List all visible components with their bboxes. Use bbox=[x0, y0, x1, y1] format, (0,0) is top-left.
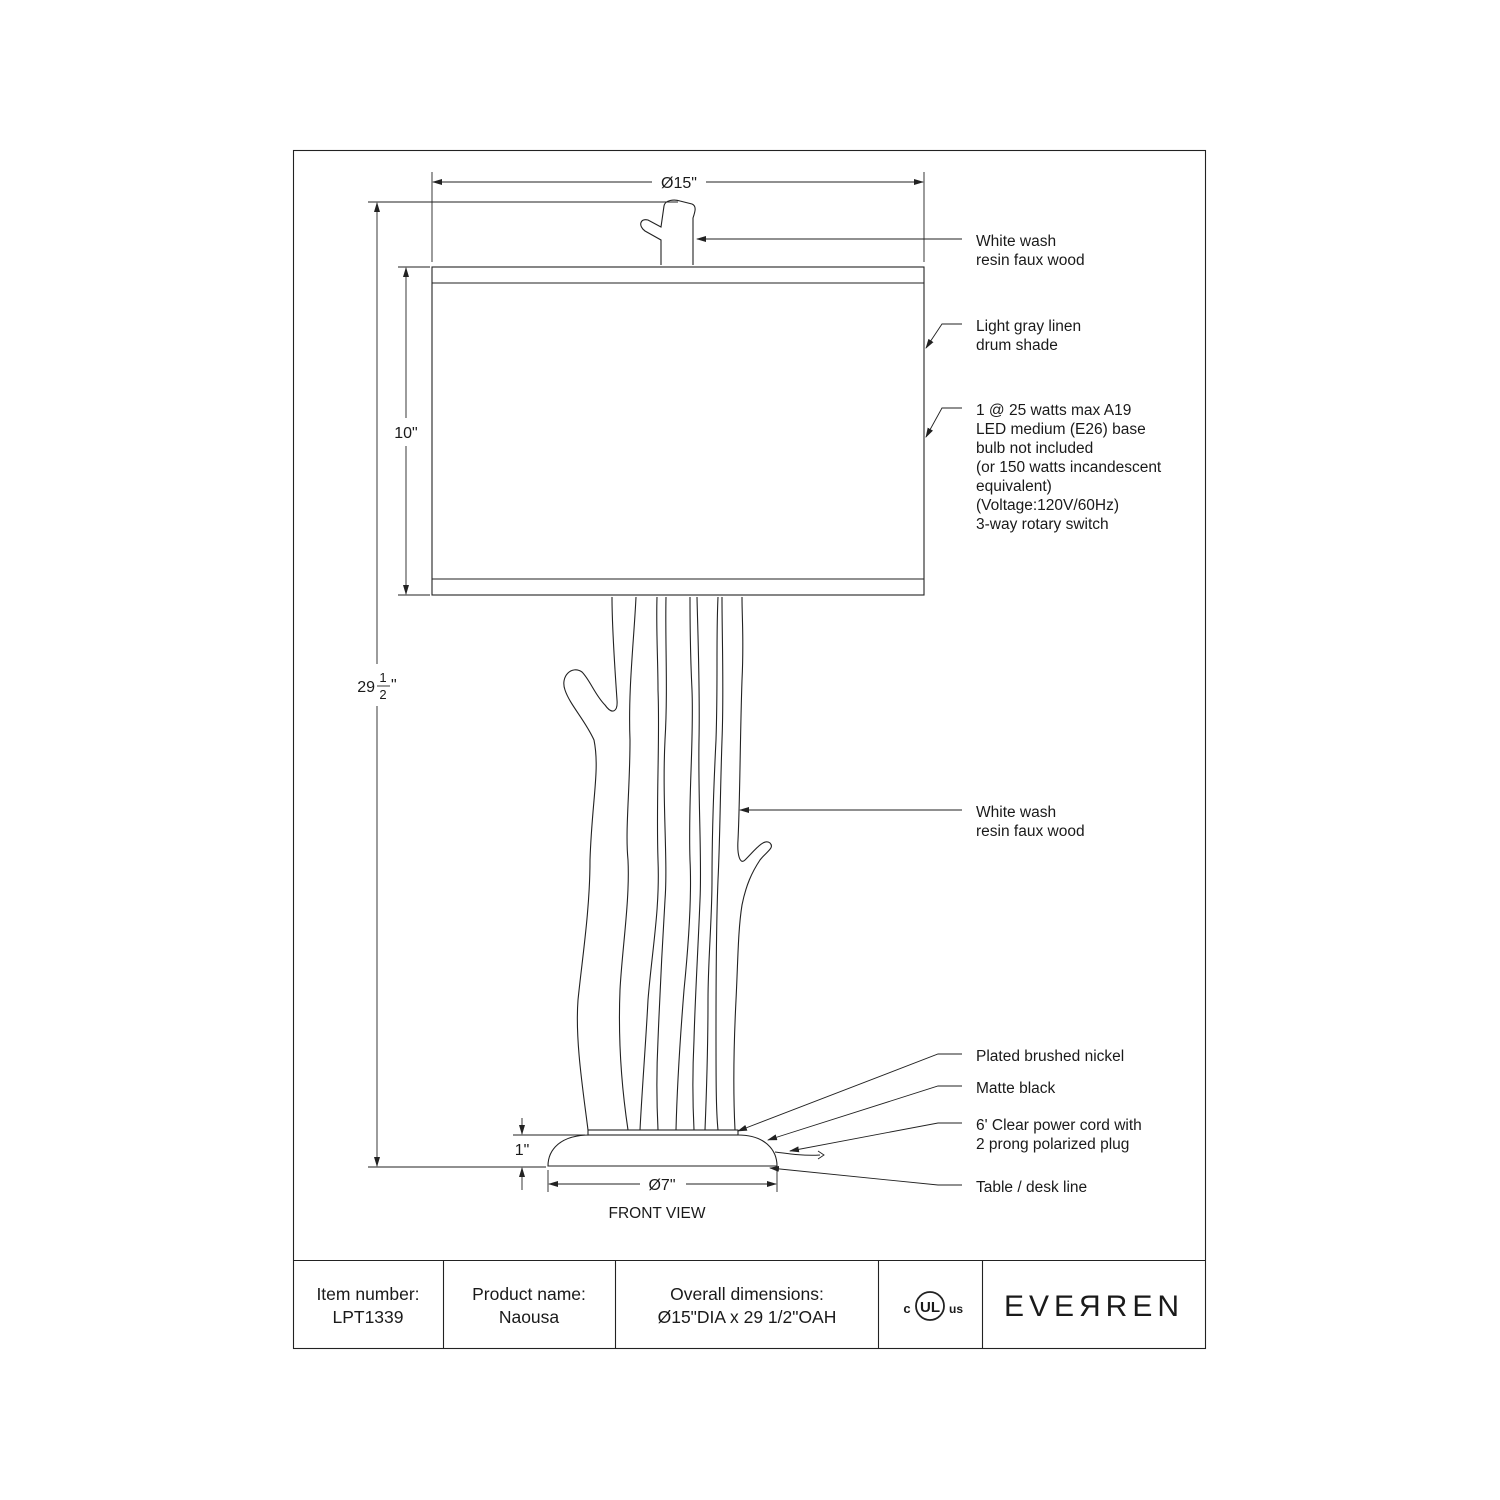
ul-mark: UL bbox=[920, 1299, 940, 1316]
dimensions bbox=[357, 172, 924, 1222]
lamp-base bbox=[548, 1135, 777, 1166]
callouts bbox=[697, 233, 1162, 1196]
branch-mid-a bbox=[640, 597, 666, 1130]
product-name-value: Naousa bbox=[498, 1307, 560, 1327]
dim-base-diameter: Ø7" bbox=[648, 1177, 676, 1194]
drum-shade bbox=[432, 267, 924, 595]
callout-bulb-1: 1 @ 25 watts max A19 bbox=[976, 402, 1132, 419]
lamp-drawing bbox=[432, 200, 924, 1166]
callout-finial-1: White wash bbox=[976, 233, 1057, 250]
overall-dimensions-label: Overall dimensions: bbox=[670, 1284, 824, 1304]
dim-shade-diameter: Ø15" bbox=[661, 175, 697, 192]
item-number-label: Item number: bbox=[316, 1284, 420, 1304]
callout-bulb-6: (Voltage:120V/60Hz) bbox=[976, 497, 1120, 514]
callout-table-line: Table / desk line bbox=[976, 1179, 1088, 1196]
callout-cord-2: 2 prong polarized plug bbox=[976, 1136, 1130, 1153]
title-block bbox=[316, 1261, 1184, 1349]
dim-total-height-den: 2 bbox=[379, 687, 387, 702]
branch-right-b bbox=[734, 597, 772, 1130]
item-number-value: LPT1339 bbox=[332, 1307, 404, 1327]
dim-shade-height: 10" bbox=[394, 425, 418, 442]
brand-logo: EVEЯREN bbox=[1003, 1290, 1185, 1323]
callout-bulb-4: (or 150 watts incandescent bbox=[976, 459, 1162, 476]
dim-base-height: 1" bbox=[514, 1142, 530, 1159]
callout-nickel: Plated brushed nickel bbox=[976, 1048, 1125, 1065]
callout-body-2: resin faux wood bbox=[976, 823, 1085, 840]
power-cord bbox=[775, 1151, 824, 1159]
callout-bulb-7: 3-way rotary switch bbox=[976, 516, 1109, 533]
callout-shade-2: drum shade bbox=[976, 337, 1058, 354]
callout-cord-1: 6' Clear power cord with bbox=[976, 1117, 1142, 1134]
finial-shape bbox=[641, 200, 695, 265]
overall-dimensions-value: Ø15"DIA x 29 1/2"OAH bbox=[657, 1307, 837, 1327]
callout-bulb-2: LED medium (E26) base bbox=[976, 421, 1146, 438]
callout-finial-2: resin faux wood bbox=[976, 252, 1085, 269]
ul-listed-logo bbox=[903, 1292, 963, 1320]
callout-body-1: White wash bbox=[976, 804, 1057, 821]
dim-total-height: 29 bbox=[357, 679, 375, 696]
branch-mid-b bbox=[676, 597, 701, 1130]
callout-shade-1: Light gray linen bbox=[976, 318, 1082, 335]
product-name-label: Product name: bbox=[472, 1284, 586, 1304]
ul-c-mark: c bbox=[903, 1301, 911, 1316]
callout-matte-black: Matte black bbox=[976, 1080, 1056, 1097]
view-label: FRONT VIEW bbox=[608, 1205, 706, 1222]
branch-left bbox=[564, 597, 636, 1130]
ul-us-mark: us bbox=[948, 1302, 964, 1316]
branch-right-a bbox=[705, 597, 723, 1130]
callout-bulb-5: equivalent) bbox=[976, 478, 1052, 495]
dim-total-height-num: 1 bbox=[379, 670, 387, 685]
callout-bulb-3: bulb not included bbox=[976, 440, 1094, 457]
nickel-collar bbox=[588, 1130, 738, 1135]
dim-total-height-unit: " bbox=[391, 677, 397, 694]
